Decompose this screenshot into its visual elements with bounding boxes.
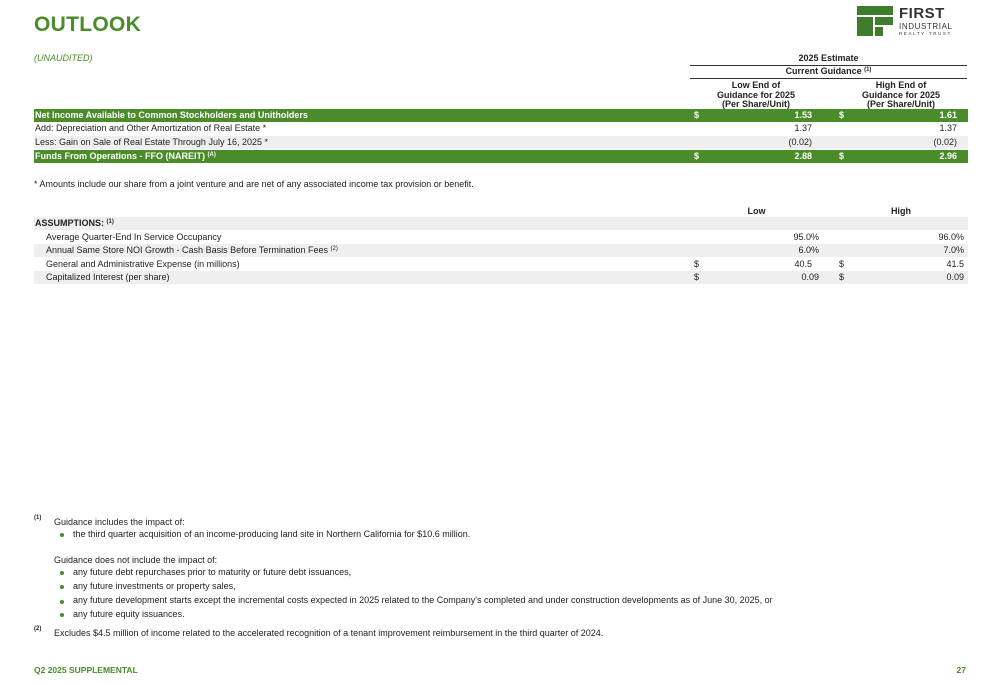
- logo-text-first: FIRST: [899, 5, 945, 22]
- company-logo: [857, 6, 967, 38]
- logo-text-industrial: INDUSTRIAL: [899, 22, 953, 31]
- row-label: Less: Gain on Sale of Real Estate Through July 16, 2025 *: [35, 137, 268, 147]
- guidance-row: [34, 109, 968, 122]
- low-value: 95.0%: [793, 232, 819, 242]
- low-value: 6.0%: [798, 245, 819, 255]
- high-end-header-line: Guidance for 2025: [861, 89, 941, 100]
- assumption-row: [34, 231, 968, 244]
- row-label: Capitalized Interest (per share): [46, 272, 170, 282]
- bullet-icon: [60, 613, 64, 617]
- bullet-icon: [60, 585, 64, 589]
- row-label: [46, 244, 338, 257]
- high-end-header-line: (Per Share/Unit): [866, 99, 935, 109]
- footnote-2-mark: (2): [34, 626, 42, 632]
- row-label-text: Funds From Operations - FFO (NAREIT): [35, 151, 205, 161]
- footnote-1-mark: (1): [34, 515, 42, 521]
- high-value: 41.5: [946, 259, 964, 269]
- current-guidance-note: (1): [864, 67, 872, 73]
- high-currency: $: [839, 110, 845, 120]
- row-label-note: (2): [330, 246, 338, 252]
- guidance-row: [34, 150, 968, 163]
- assumptions-low-header: Low: [690, 206, 823, 218]
- page-title: OUTLOOK: [34, 13, 142, 36]
- row-label: Net Income Available to Common Stockholders and Unitholders: [35, 110, 308, 120]
- logo-mark-icon: [857, 6, 893, 36]
- high-value: 1.37: [939, 123, 957, 133]
- low-value: (0.02): [788, 137, 812, 147]
- high-currency: $: [839, 151, 845, 161]
- low-value: 1.37: [794, 123, 812, 133]
- row-label: Average Quarter-End In Service Occupancy: [46, 232, 222, 242]
- low-value: 0.09: [801, 272, 819, 282]
- high-value: 96.0%: [938, 232, 964, 242]
- low-end-header-line: Guidance for 2025: [716, 89, 796, 100]
- row-label-text: Annual Same Store NOI Growth - Cash Basis Before Termination Fees: [46, 245, 328, 255]
- assumption-row: [34, 244, 968, 257]
- low-end-header: [691, 81, 821, 110]
- footnote-1-exclude-intro: Guidance does not include the impact of:: [54, 555, 218, 565]
- bullet-icon: [60, 533, 64, 537]
- guidance-row: [34, 136, 968, 149]
- footnote-1-exclude-item: any future development starts except the incremental costs expected in 2025 related to the Company's completed and under construction developments as of June 30, 2025, or: [73, 595, 773, 605]
- row-label: [35, 150, 216, 163]
- bullet-icon: [60, 571, 64, 575]
- low-end-header-line: Low End of: [731, 80, 781, 90]
- footnote-1-include-item: the third quarter acquisition of an income-producing land site in Northern California for $10.6 million.: [73, 529, 471, 539]
- joint-venture-note: * Amounts include our share from a joint venture and are net of any associated income tax provision or benefit.: [34, 179, 474, 189]
- current-guidance-header: [690, 66, 967, 79]
- current-guidance-label: Current Guidance: [785, 66, 862, 76]
- footnote-1-exclude-item: any future investments or property sales,: [73, 581, 236, 591]
- footnote-2-text: Excludes $4.5 million of income related to the accelerated recognition of a tenant improvement reimbursement in the third quarter of 2024.: [54, 628, 604, 638]
- assumptions-title: [35, 217, 114, 230]
- high-currency: $: [839, 259, 845, 269]
- low-end-header-line: (Per Share/Unit): [721, 99, 790, 109]
- assumptions-title-row: [34, 217, 968, 230]
- low-value: 40.5: [794, 259, 812, 269]
- low-value: 1.53: [794, 110, 812, 120]
- high-currency: $: [839, 272, 845, 282]
- logo-text-realty-trust: REALTY·TRUST: [899, 31, 952, 36]
- high-value: 2.96: [939, 151, 957, 161]
- footer-supplemental: Q2 2025 SUPPLEMENTAL: [34, 665, 138, 675]
- page-number: 27: [956, 665, 966, 675]
- unaudited-label: (UNAUDITED): [34, 53, 93, 63]
- footnote-1-exclude-item: any future debt repurchases prior to maturity or future debt issuances,: [73, 567, 352, 577]
- high-end-header: [836, 81, 966, 110]
- footnote-1-intro: Guidance includes the impact of:: [54, 517, 185, 527]
- assumption-row: [34, 258, 968, 271]
- assumptions-title-text: ASSUMPTIONS:: [35, 218, 105, 228]
- low-value: 2.88: [794, 151, 812, 161]
- row-label-note: (A): [207, 152, 216, 158]
- row-label: Add: Depreciation and Other Amortization of Real Estate *: [35, 123, 267, 133]
- low-currency: $: [694, 272, 700, 282]
- assumptions-high-header: High: [835, 206, 967, 218]
- assumptions-title-note: (1): [106, 219, 114, 225]
- high-value: 0.09: [946, 272, 964, 282]
- row-label: General and Administrative Expense (in millions): [46, 259, 240, 269]
- assumption-row: [34, 271, 968, 284]
- high-value: 1.61: [939, 110, 957, 120]
- low-currency: $: [694, 151, 700, 161]
- footnote-1-exclude-item: any future equity issuances.: [73, 609, 185, 619]
- estimate-header: 2025 Estimate: [690, 53, 967, 66]
- low-currency: $: [694, 259, 700, 269]
- bullet-icon: [60, 600, 64, 604]
- guidance-row: [34, 122, 968, 135]
- high-value: 7.0%: [943, 245, 964, 255]
- high-end-header-line: High End of: [875, 80, 927, 90]
- low-currency: $: [694, 110, 700, 120]
- high-value: (0.02): [933, 137, 957, 147]
